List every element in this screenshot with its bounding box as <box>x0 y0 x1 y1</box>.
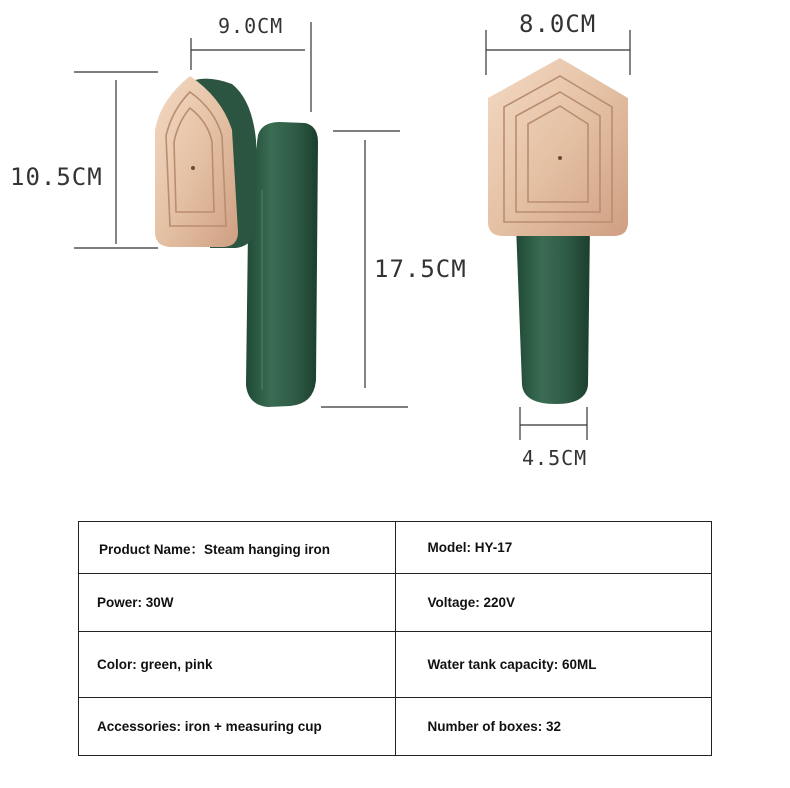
dimension-label-plate-height: 10.5CM <box>10 163 103 191</box>
table-row <box>79 522 712 574</box>
spec-water-tank: Water tank capacity: 60ML <box>395 632 712 698</box>
spec-table <box>78 521 712 756</box>
spec-accessories: Accessories: iron + measuring cup <box>79 698 396 756</box>
iron-side-view <box>155 76 318 407</box>
table-row <box>79 632 712 698</box>
dimension-label-total-height: 17.5CM <box>374 255 467 283</box>
table-row <box>79 698 712 756</box>
spec-product-name: Product Name：Steam hanging iron <box>79 522 396 574</box>
iron-front-view <box>488 58 628 404</box>
table-row <box>79 574 712 632</box>
spec-color: Color: green, pink <box>79 632 396 698</box>
spec-boxes: Number of boxes: 32 <box>395 698 712 756</box>
dimension-label-handle-width: 4.5CM <box>522 446 588 470</box>
spec-voltage: Voltage: 220V <box>395 574 712 632</box>
dimension-label-width-front: 8.0CM <box>519 10 597 38</box>
spec-model: Model: HY-17 <box>395 522 712 574</box>
iron-handle-front <box>516 225 590 404</box>
iron-handle-side <box>246 122 318 407</box>
spec-power: Power: 30W <box>79 574 396 632</box>
iron-plate-front <box>488 58 628 236</box>
dimension-label-width-side: 9.0CM <box>218 14 284 38</box>
